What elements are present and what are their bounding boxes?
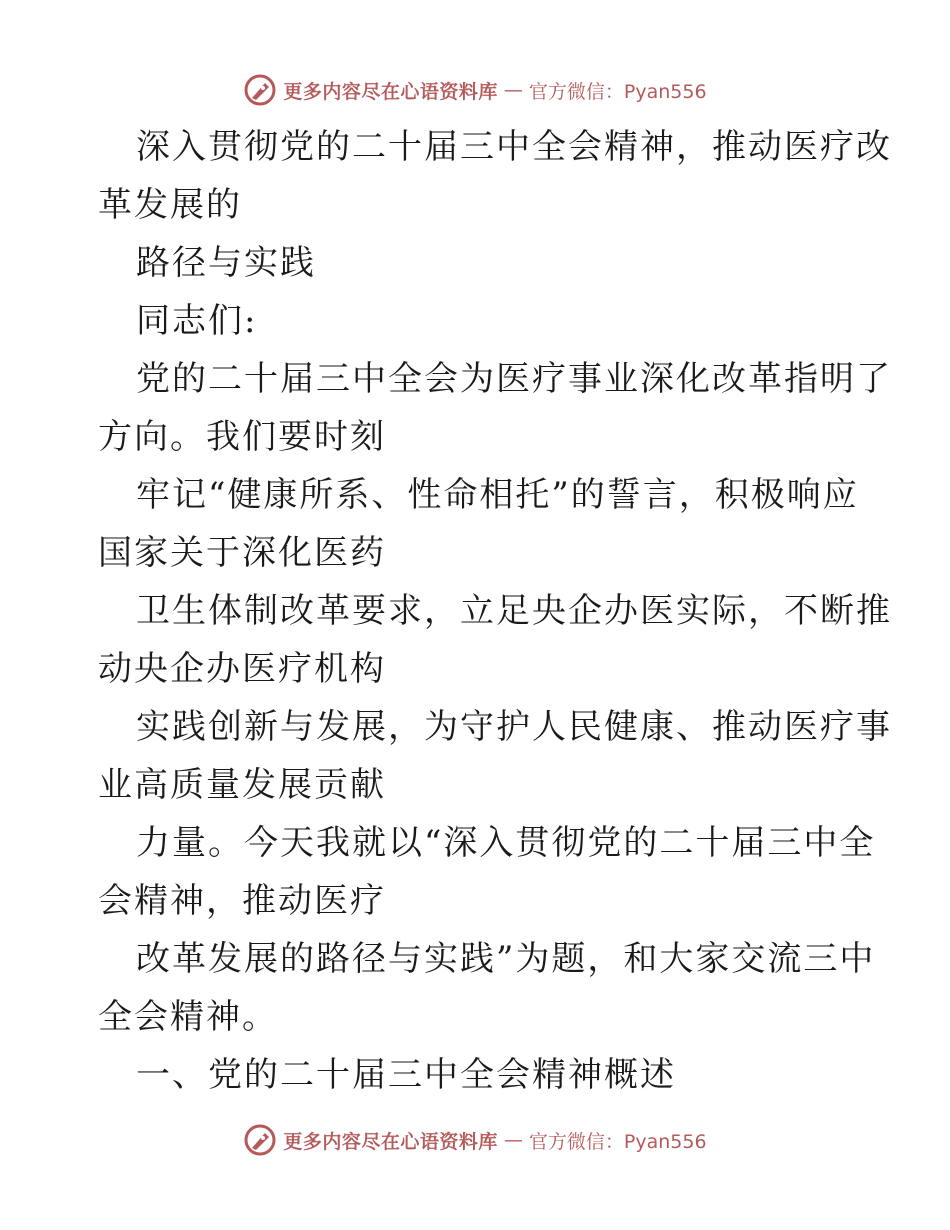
- watermark-dash: —: [503, 1129, 523, 1151]
- paragraph-line: 改革发展的路径与实践”为题，和大家交流三中: [136, 939, 876, 979]
- paragraph-line: 会精神，推动医疗: [98, 881, 386, 921]
- title-line: 路径与实践: [136, 243, 316, 283]
- paragraph-line: 卫生体制改革要求，立足央企办医实际，不断推: [136, 591, 892, 631]
- watermark-dash: —: [503, 79, 523, 101]
- salutation: 同志们:: [136, 301, 258, 341]
- title-line: 深入贯彻党的二十届三中全会精神，推动医疗改: [136, 127, 892, 167]
- paragraph-line: 方向。我们要时刻: [98, 417, 386, 457]
- paragraph-line: 牢记“健康所系、性命相托”的誓言，积极响应: [136, 475, 859, 515]
- watermark-brand: 更多内容尽在心语资料库: [283, 1130, 498, 1153]
- header-watermark: [0, 70, 950, 110]
- paragraph-line: 党的二十届三中全会为医疗事业深化改革指明了: [136, 359, 892, 399]
- pen-nib-icon: [243, 1123, 277, 1157]
- title-line: 革发展的: [98, 185, 242, 225]
- paragraph-line: 业高质量发展贡献: [98, 765, 386, 805]
- paragraph-line: 力量。今天我就以“深入贯彻党的二十届三中全: [136, 823, 876, 863]
- paragraph-line: 全会精神。: [98, 997, 278, 1037]
- paragraph-line: 实践创新与发展，为守护人民健康、推动医疗事: [136, 707, 892, 747]
- footer-watermark: [0, 1120, 950, 1160]
- watermark-wechat: 官方微信：Pyan556: [528, 1130, 707, 1153]
- paragraph-line: 动央企办医疗机构: [98, 649, 386, 689]
- watermark-brand: 更多内容尽在心语资料库: [283, 80, 498, 103]
- watermark-wechat: 官方微信：Pyan556: [528, 80, 707, 103]
- paragraph-line: 国家关于深化医药: [98, 533, 386, 573]
- section-heading: 一、党的二十届三中全会精神概述: [136, 1055, 676, 1095]
- document-body: [98, 118, 892, 1104]
- pen-nib-icon: [243, 73, 277, 107]
